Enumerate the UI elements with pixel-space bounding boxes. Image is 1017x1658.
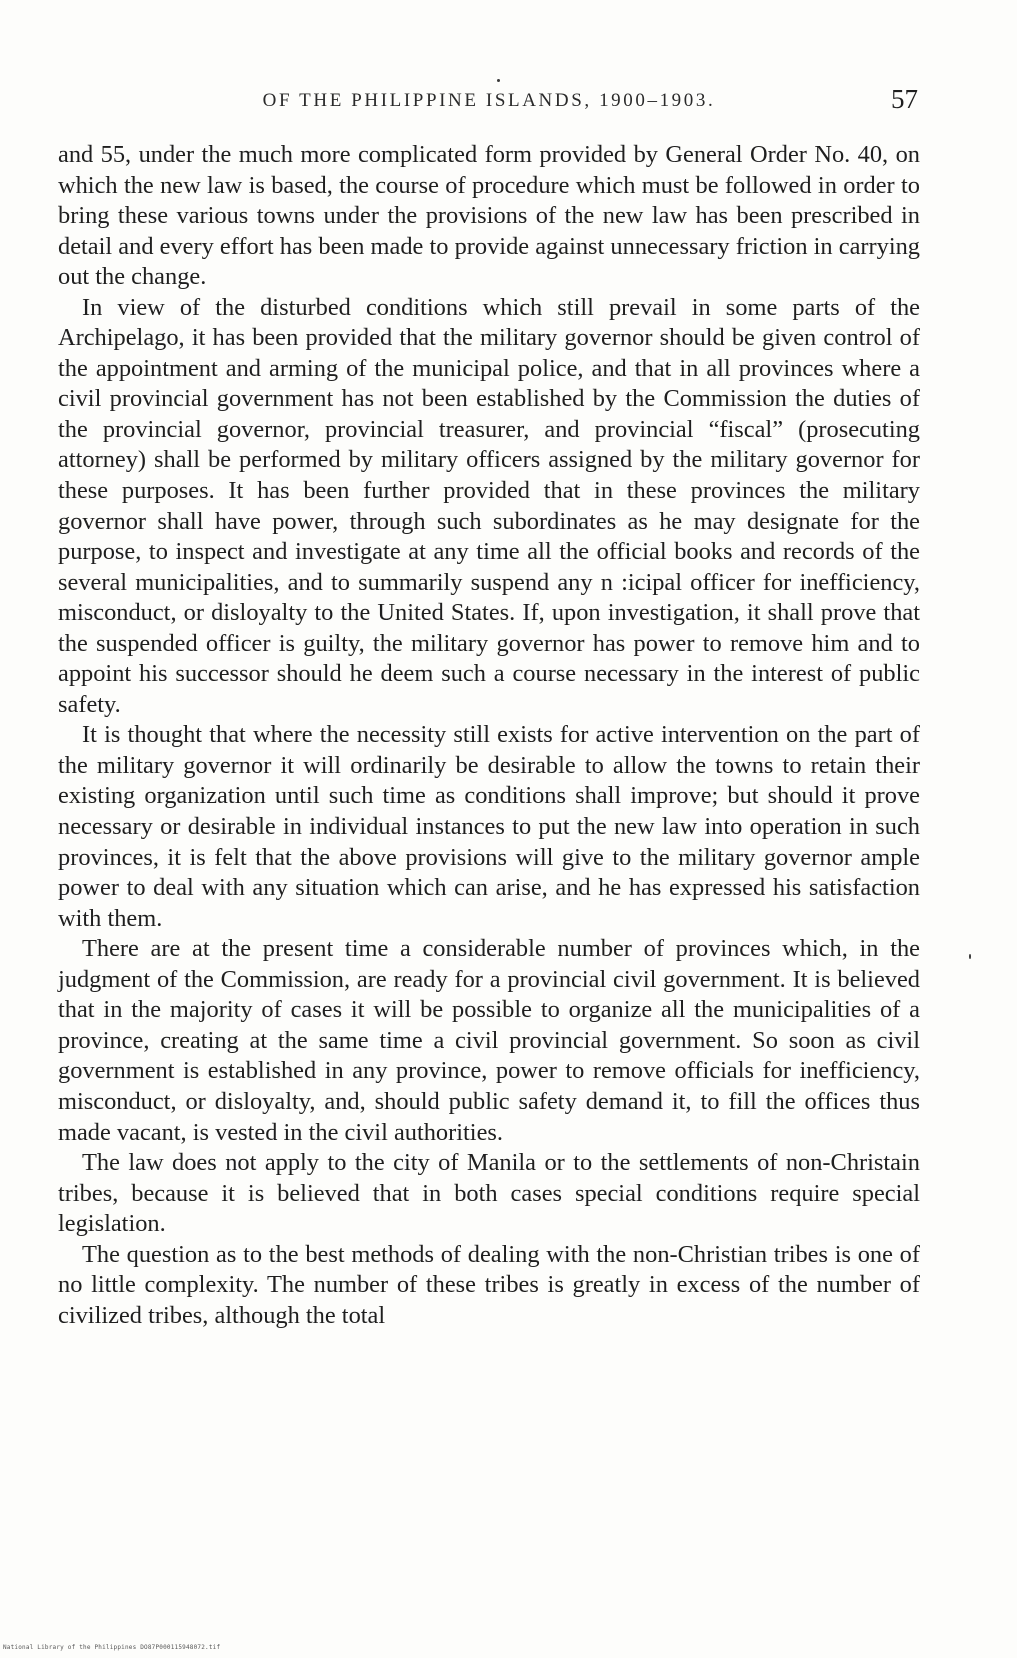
scan-speck bbox=[969, 954, 971, 959]
paragraph-2: In view of the disturbed conditions which still prevail in some parts of the Archipelago, it has been provided that the military governor should be given control of the appointment and arming of the municipal police, and that in all provinces where a civil provincial government has not been established by the Commission the duties of the provincial governor, provincial treasurer, and provincial “fiscal” (prosecuting attorney) shall be performed by military officers assigned by the military governor for these purposes. It has been further provided that in these provinces the military governor shall have power, through such subordinates as he may designate for the purpose, to inspect and investigate at any time all the official books and records of the several municipalities, and to summarily suspend any n :icipal officer for inefficiency, misconduct, or disloyalty to the United States. If, upon investigation, it shall prove that the suspended officer is guilty, the military governor has power to remove him and to appoint his successor should he deem such a course necessary in the interest of public safety. bbox=[58, 293, 920, 718]
running-head bbox=[58, 84, 920, 118]
paragraph-6: The question as to the best methods of dealing with the non-Christian tribes is one of no little complexity. The number of these tribes is greatly in excess of the number of civilized tribes, although the total bbox=[58, 1240, 920, 1329]
running-title: OF THE PHILIPPINE ISLANDS, 1900–1903. bbox=[262, 90, 716, 111]
body-text bbox=[58, 140, 920, 1331]
scan-speck bbox=[497, 79, 500, 82]
paragraph-4: There are at the present time a considerable number of provinces which, in the judgment of the Commission, are ready for a provincial civil government. It is believed that in the majority of cases it will be possible to organize all the municipalities of a province, creating at the same time a civil provincial government. So soon as civil government is established in any province, power to remove officials for inefficiency, misconduct, or disloyalty, and, should public safety demand it, to fill the offices thus made vacant, is vested in the civil authorities. bbox=[58, 935, 920, 1146]
page-number: 57 bbox=[891, 84, 918, 114]
scan-footer-label: National Library of the Philippines DO87P000115948072.tif bbox=[3, 1644, 221, 1651]
paragraph-1: and 55, under the much more complicated form provided by General Order No. 40, on which the new law is based, the course of procedure which must be followed in order to bring these various towns under the provisions of the new law has been prescribed in detail and every effort has been made to provide against unnecessary friction in carrying out the change. bbox=[58, 141, 920, 291]
paragraph-5: The law does not apply to the city of Manila or to the settlements of non-Christain tribes, because it is believed that in both cases special conditions require special legislation. bbox=[58, 1149, 920, 1238]
paragraph-3: It is thought that where the necessity still exists for active intervention on the part of the military governor it will ordinarily be desirable to allow the towns to retain their existing organization until such time as conditions shall improve; but should it prove necessary or desirable in individual instances to put the new law into operation in such provinces, it is felt that the above provisions will give to the military governor ample power to deal with any situation which can arise, and he has expressed his satisfaction with them. bbox=[58, 721, 920, 932]
